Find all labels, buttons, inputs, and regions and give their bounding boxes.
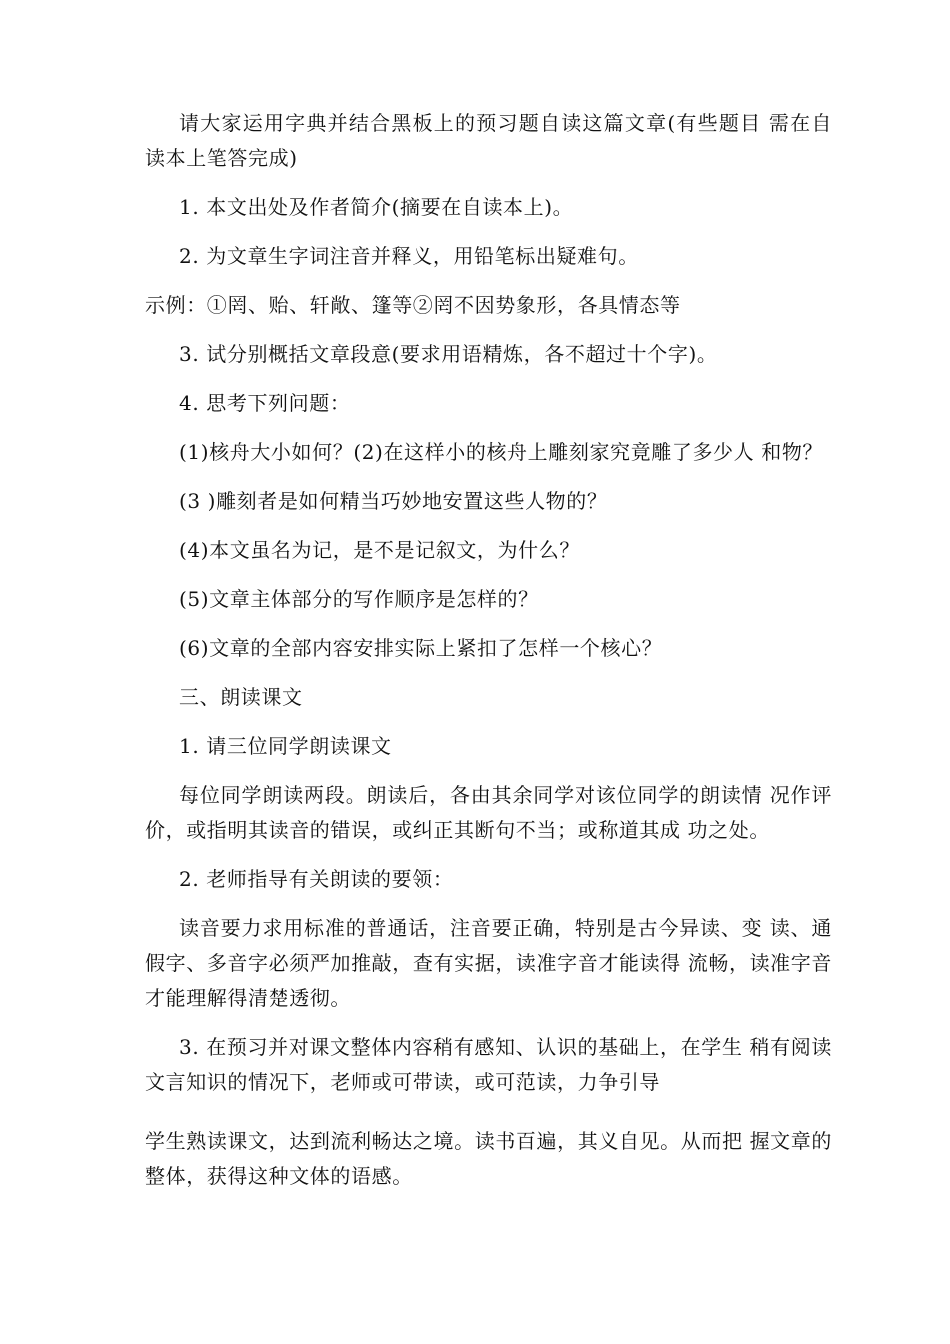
paragraph-reading-1-detail: 每位同学朗读两段。朗读后，各由其余同学对该位同学的朗读情 况作评价，或指明其读音的错误，或纠正其断句不当；或称道其成 功之处。 [145,783,832,842]
paragraph-intro: 请大家运用字典并结合黑板上的预习题自读这篇文章(有些题目 需在自读本上笔答完成) [145,111,833,170]
paragraph-reading-2-detail: 读音要力求用标准的普通话，注音要正确，特别是古今异读、变 读、通假字、多音字必须严加推敲，查有实据，读准字音才能读得 流畅，读准字音才能理解得清楚透彻。 [145,916,832,1010]
paragraph-question-4: (4)本文虽名为记，是不是记叙文，为什么？ [179,538,580,562]
paragraph-question-3: (3 )雕刻者是如何精当巧妙地安置这些人物的？ [179,489,608,513]
paragraph-item-2: 2. 为文章生字词注音并释义，用铅笔标出疑难句。 [179,244,639,268]
paragraph-reading-3: 3. 在预习并对课文整体内容稍有感知、认识的基础上，在学生 稍有阅读文言知识的情况下，老师或可带读，或可范读，力争引导 [145,1035,832,1094]
paragraph-reading-2: 2. 老师指导有关朗读的要领： [179,867,454,891]
paragraph-question-1-2: (1)核舟大小如何？(2)在这样小的核舟上雕刻家究竟雕了多少人 和物？ [179,440,824,464]
paragraph-reading-3-continued: 学生熟读课文，达到流利畅达之境。读书百遍，其义自见。从而把 握文章的整体，获得这种文体的语感。 [145,1129,832,1188]
paragraph-item-4: 4. 思考下列问题： [179,391,351,415]
paragraph-reading-1: 1. 请三位同学朗读课文 [179,734,392,758]
paragraph-item-3: 3. 试分别概括文章段意(要求用语精炼，各不超过十个字)。 [179,342,718,366]
paragraph-example: 示例：①罔、贻、轩敞、篷等②罔不因势象形，各具情态等 [145,293,681,317]
section-heading-reading: 三、朗读课文 [179,685,303,709]
paragraph-question-6: (6)文章的全部内容安排实际上紧扣了怎样一个核心？ [179,636,663,660]
paragraph-item-1: 1. 本文出处及作者简介(摘要在自读本上)。 [179,195,574,219]
paragraph-question-5: (5)文章主体部分的写作顺序是怎样的？ [179,587,539,611]
